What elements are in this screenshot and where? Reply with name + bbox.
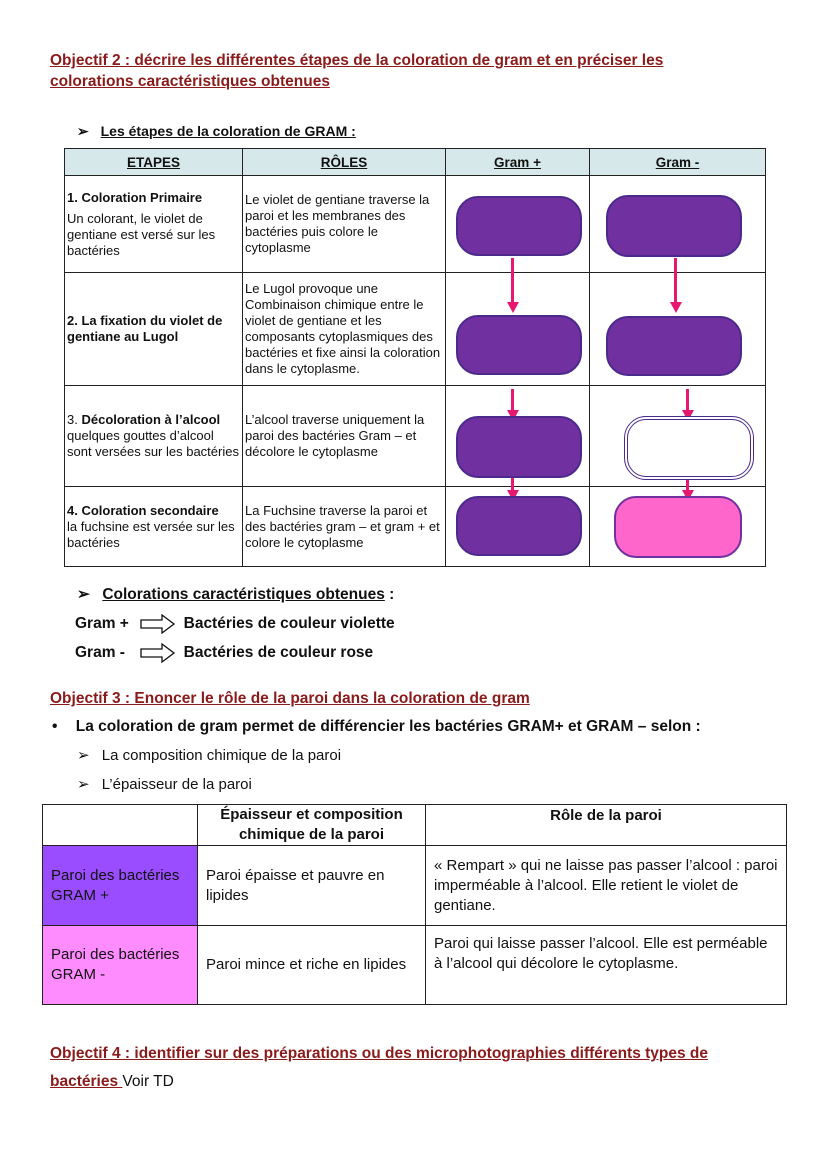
right-arrow-icon	[140, 643, 176, 663]
etape-cell: 1. Coloration Primaire Un colorant, le violet de gentiane est versé sur les bactéries	[65, 176, 243, 273]
etapes-heading: ➢ Les étapes de la coloration de GRAM :	[77, 123, 356, 139]
label-gram-pos: Paroi des bactéries GRAM +	[43, 846, 198, 926]
arrow-bullet-icon: ➢	[77, 776, 90, 793]
label-gram-neg: Paroi des bactéries GRAM -	[43, 926, 198, 1005]
header-composition: Épaisseur et composition chimique de la paroi	[198, 805, 426, 846]
header-gram-pos: Gram +	[446, 149, 590, 176]
arrow-bullet-icon: ➢	[77, 586, 90, 603]
paroi-table	[42, 804, 787, 1005]
arrow-down-icon	[511, 389, 514, 411]
etape-cell: 4. Coloration secondaire la fuchsine est versée sur les bactéries	[65, 487, 243, 567]
arrow-bullet-icon: ➢	[77, 747, 90, 764]
arrow-down-icon	[686, 389, 689, 411]
coloration-gram-pos: Gram + Bactéries de couleur violette	[75, 615, 395, 633]
arrow-down-icon	[674, 258, 677, 303]
table-row: Paroi des bactéries GRAM - Paroi mince et riche en lipides Paroi qui laisse passer l’alcool. Elle est perméable à l’alcool qui décolore le cytoplasme.	[43, 926, 787, 1005]
voir-td: Voir TD	[122, 1073, 174, 1090]
objectif-3-title: Objectif 3 : Enoncer le rôle de la paroi dans la coloration de gram	[50, 690, 530, 707]
role-cell: L’alcool traverse uniquement la paroi des bactéries Gram – et décolore le cytoplasme	[243, 386, 446, 487]
header-role-paroi: Rôle de la paroi	[426, 805, 787, 846]
right-arrow-icon	[140, 614, 176, 634]
objectif-3-bullet: • La coloration de gram permet de différencier les bactéries GRAM+ et GRAM – selon :	[52, 718, 701, 735]
arrow-down-icon	[511, 258, 514, 303]
etape-cell: 3. Décoloration à l’alcool quelques gouttes d’alcool sont versées sur les bactéries	[65, 386, 243, 487]
header-roles: RÔLES	[243, 149, 446, 176]
sub-item: ➢ La composition chimique de la paroi	[77, 747, 342, 764]
bacterium-gram-neg-step2	[606, 316, 742, 376]
role-cell: Le violet de gentiane traverse la paroi et les membranes des bactéries puis colore le cytoplasme	[243, 176, 446, 273]
header-gram-neg: Gram -	[590, 149, 766, 176]
bacterium-gram-pos-step1	[456, 196, 582, 256]
bacterium-gram-neg-step1	[606, 195, 742, 257]
role-cell: La Fuchsine traverse la paroi et des bactéries gram – et gram + et colore le cytoplasme	[243, 487, 446, 567]
header-etapes: ETAPES	[65, 149, 243, 176]
bacterium-gram-neg-step3-decolored	[624, 416, 754, 480]
table-row: Paroi des bactéries GRAM + Paroi épaisse et pauvre en lipides « Rempart » qui ne laisse pas passer l’alcool : paroi imperméable à l’alcool. Elle retient le violet de gentiane.	[43, 846, 787, 926]
bullet-dot-icon: •	[52, 718, 58, 735]
bacterium-gram-pos-step2	[456, 315, 582, 375]
colorations-heading: ➢ Colorations caractéristiques obtenues :	[77, 586, 395, 603]
objectif-4-title: Objectif 4 : identifier sur des préparations ou des microphotographies différents types de bactéries Voir TD	[50, 1040, 708, 1096]
bacterium-gram-pos-step4	[456, 496, 582, 556]
etape-cell: 2. La fixation du violet de gentiane au Lugol	[65, 273, 243, 386]
bacterium-gram-neg-step4-pink	[614, 496, 742, 558]
coloration-gram-neg: Gram - Bactéries de couleur rose	[75, 644, 374, 662]
objectif-2-title: Objectif 2 : décrire les différentes étapes de la coloration de gram et en préciser les colorations caractéristiques obtenues	[50, 52, 664, 90]
arrow-bullet-icon: ➢	[77, 123, 89, 139]
role-cell: Le Lugol provoque une Combinaison chimique entre le violet de gentiane et les composants cytoplasmiques des bactéries et fixe ainsi la coloration dans le cytoplasme.	[243, 273, 446, 386]
sub-item: ➢ L’épaisseur de la paroi	[77, 776, 252, 793]
bacterium-gram-pos-step3	[456, 416, 582, 478]
